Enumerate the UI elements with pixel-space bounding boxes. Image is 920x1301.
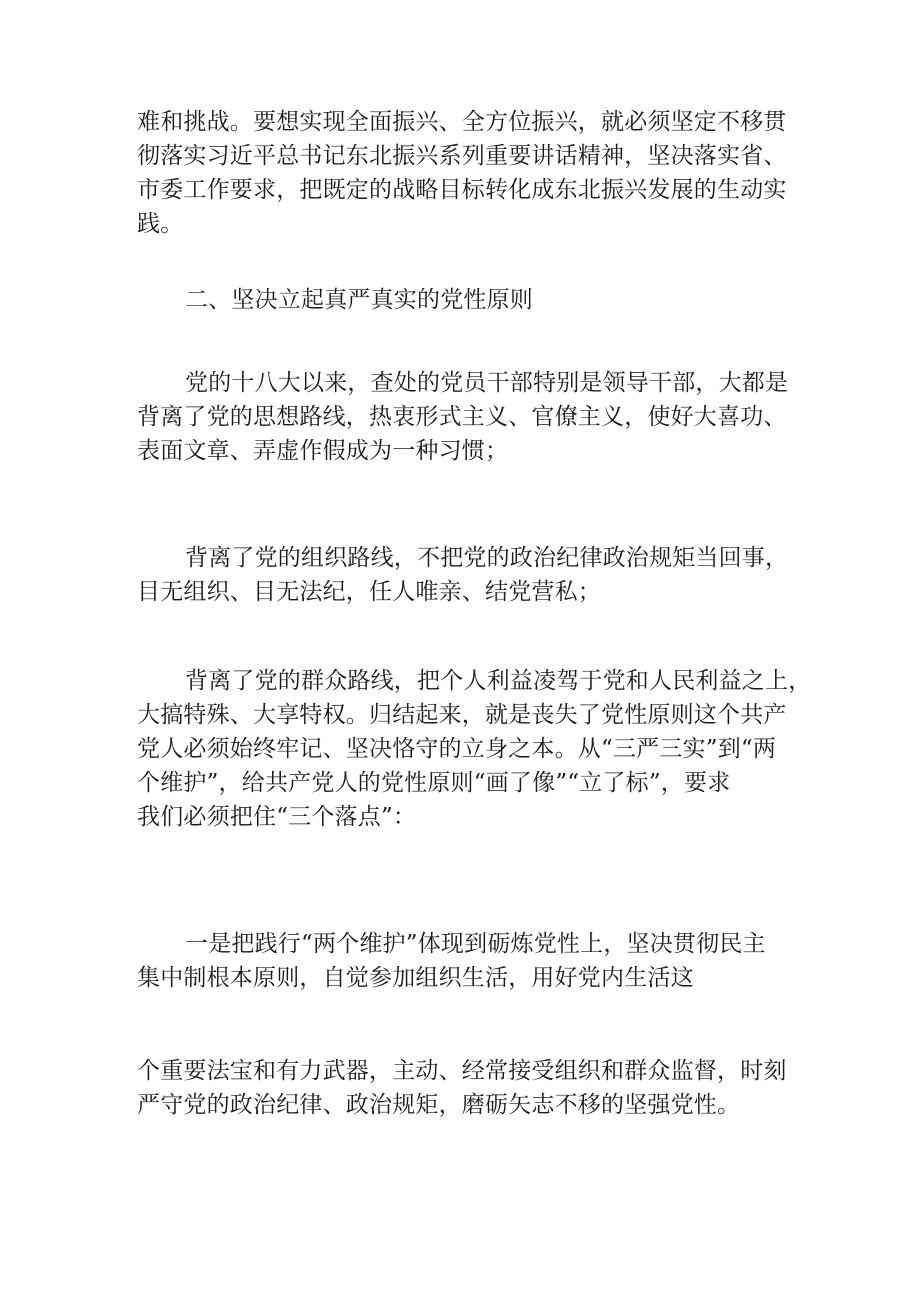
text-line: 个重要法宝和有力武器，主动、经常接受组织和群众监督，时刻 — [137, 1058, 787, 1084]
text-line: 集中制根本原则，自觉参加组织生活，用好党内生活这 — [137, 965, 694, 991]
text-line: 个维护”，给共产党人的党性原则“画了像”“立了标”，要求 — [137, 770, 731, 796]
text-line: 彻落实习近平总书记东北振兴系列重要讲话精神，坚决落实省、 — [137, 143, 787, 169]
section-heading-text: 二、坚决立起真严真实的党性原则 — [185, 287, 533, 313]
text-line: 一是把践行“两个维护”体现到砺炼党性上，坚决贯彻民主 — [185, 931, 766, 957]
text-line: 党人必须始终牢记、坚决恪守的立身之本。从“三严三实”到“两 — [137, 736, 777, 762]
text-line: 我们必须把住“三个落点”： — [137, 804, 417, 830]
text-line: 背离了党的组织路线，不把党的政治纪律政治规矩当回事， — [185, 545, 789, 571]
paragraph-intro-continuation — [137, 105, 797, 241]
text-line: 市委工作要求，把既定的战略目标转化成东北振兴发展的生动实 — [137, 177, 787, 203]
paragraph-point-one-continued — [137, 1054, 797, 1122]
text-line: 难和挑战。要想实现全面振兴、全方位振兴，就必须坚定不移贯 — [137, 109, 787, 135]
paragraph-mass-line — [137, 664, 812, 834]
text-line: 背离了党的群众路线，把个人利益凌驾于党和人民利益之上， — [185, 668, 812, 694]
text-line: 表面文章、弄虚作假成为一种习惯； — [137, 438, 509, 464]
section-heading — [137, 283, 797, 317]
text-line: 践。 — [137, 211, 184, 237]
text-line: 严守党的政治纪律、政治规矩，磨砺矢志不移的坚强党性。 — [137, 1092, 741, 1118]
paragraph-organizational-line — [137, 541, 797, 609]
text-line: 大搞特殊、大享特权。归结起来，就是丧失了党性原则这个共产 — [137, 702, 787, 728]
text-line: 党的十八大以来，查处的党员干部特别是领导干部，大都是 — [185, 370, 789, 396]
paragraph-ideological-line — [137, 366, 797, 468]
text-line: 目无组织、目无法纪，任人唯亲、结党营私； — [137, 579, 601, 605]
paragraph-point-one — [137, 927, 797, 995]
text-line: 背离了党的思想路线，热衷形式主义、官僚主义，使好大喜功、 — [137, 404, 787, 430]
